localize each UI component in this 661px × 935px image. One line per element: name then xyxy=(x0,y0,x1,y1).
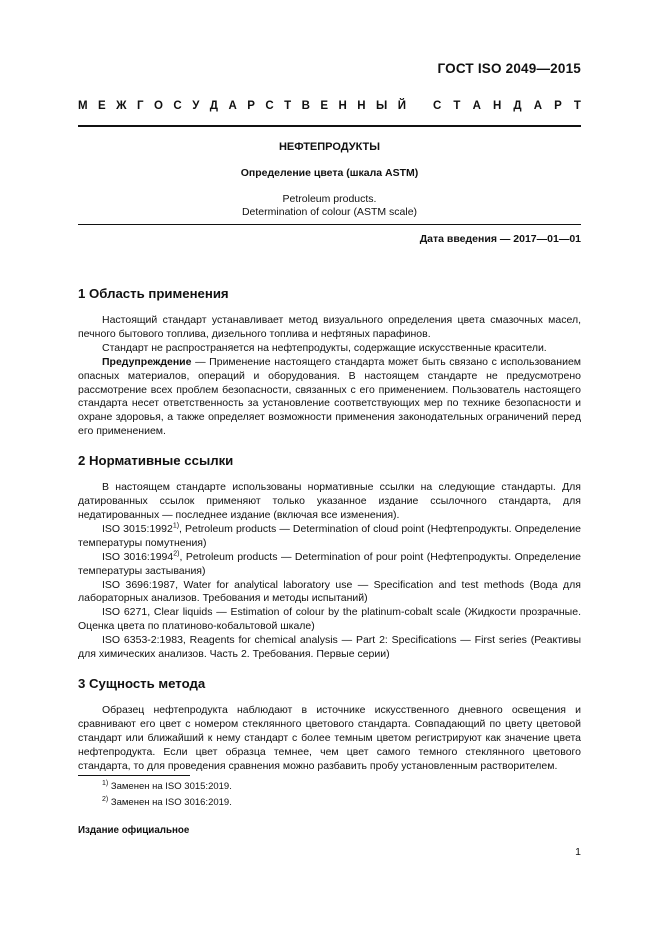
footnote-2: $^{2)}$ Заменен на ISO 3016:2019. xyxy=(102,795,232,808)
introduction-date: Дата введения — 2017—01—01 xyxy=(419,233,581,245)
document-body xyxy=(78,285,581,786)
header-divider xyxy=(78,125,581,127)
reference-item: ISO 6271, Clear liquids — Estimation of colour by the platinum-cobalt scale (Жидкости прозрачные. Оценка цвета по платиново-кобальтовой шкале) xyxy=(78,606,581,633)
footnote-divider xyxy=(78,775,190,776)
banner-word-interstate: М Е Ж Г О С У Д А Р С Т В Е Н Н Ы Й xyxy=(78,100,406,112)
english-title: Petroleum products. Determination of colour (ASTM scale) xyxy=(241,193,418,218)
reference-item: ISO 3016:1994$^{2)}$, Petroleum products — Determination of pour point (Нефтепродукты. Определение температуры застывания) xyxy=(78,550,582,577)
paragraph: В настоящем стандарте использованы нормативные ссылки на следующие стандарты. Для датированных ссылок применяют только указанное издание ссылочного стандарта, для недатированных — последнее издание (включая все изменения). xyxy=(78,481,581,521)
reference-item: ISO 3015:1992$^{1)}$, Petroleum products — Determination of cloud point (Нефтепродукты. Определение температуры помутнения) xyxy=(78,522,582,549)
title-divider xyxy=(78,224,581,225)
reference-item: ISO 6353-2:1983, Reagents for chemical analysis — Part 2: Specifications — First series (Реактивы для химических анализов. Часть 2. Требования. Первые серии) xyxy=(78,634,581,661)
paragraph: Стандарт не распространяется на нефтепродукты, содержащие искусственные красители. xyxy=(102,341,547,354)
section-scope xyxy=(78,285,581,439)
interstate-standard-banner xyxy=(78,100,581,112)
section-heading: 2 Нормативные ссылки xyxy=(78,453,234,469)
reference-item: ISO 3696:1987, Water for analytical laboratory use — Specification and test methods (Вода для лабораторных анализов. Требования и методы испытаний) xyxy=(78,578,581,605)
standard-code: ГОСТ ISO 2049—2015 xyxy=(437,61,581,76)
section-normative-references xyxy=(78,452,581,662)
paragraph: Настоящий стандарт устанавливает метод визуального определения цвета смазочных масел, печного бытового топлива, дизельного топлива и нефтяных парафинов. xyxy=(78,314,581,340)
section-heading: 3 Сущность метода xyxy=(78,675,206,691)
paragraph: Образец нефтепродукта наблюдают в источнике искусственного дневного освещения и сравнивают его цвет с номером стеклянного цветового стандарта. Совпадающий по цвету цветовой стандарт или ближайший к нему стандарт с более темным цветом регистрируют как значение цвета нефтепродукта. Если цвет образца темнее, чем цвет самого темного стеклянного цветового стандарта, то для проведения сравнения можно разбавить пробу установленным растворителем. xyxy=(78,703,581,772)
footnote-ref: 1) xyxy=(172,522,180,530)
document-subtitle: Определение цвета (шкала ASTM) xyxy=(240,167,419,179)
warning-paragraph: Предупреждение — Применение настоящего стандарта может быть связано с использованием опасных материалов, операций и оборудования. В настоящем стандарте не предусмотрено рассмотрение всех проблем безопасности, связанных с его применением. Пользователь настоящего стандарта несет ответственность за установление соответствующих мер по технике безопасности и охране здоровья, а также определяет возможности применения законодательных ограничений перед его применением. xyxy=(78,355,581,438)
banner-word-standard: С Т А Н Д А Р Т xyxy=(433,100,581,112)
official-edition-label: Издание официальное xyxy=(78,825,190,836)
section-heading: 1 Область применения xyxy=(78,286,229,301)
footnote-ref: 2) xyxy=(173,550,180,558)
footnote-1: $^{1)}$ Заменен на ISO 3015:2019. xyxy=(102,779,232,792)
warning-label: Предупреждение xyxy=(102,355,192,368)
section-method-principle xyxy=(78,675,581,774)
page-number: 1 xyxy=(575,846,581,858)
document-title: НЕФТЕПРОДУКТЫ xyxy=(278,141,381,153)
footnotes xyxy=(102,779,232,811)
